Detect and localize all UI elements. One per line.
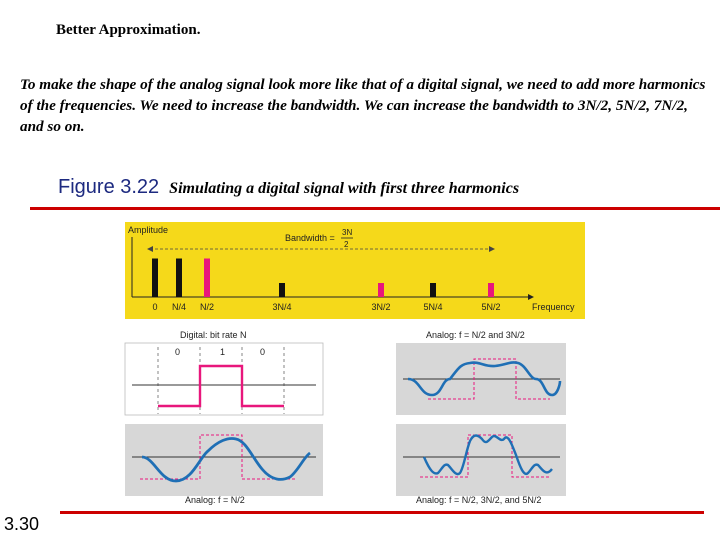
slide-heading: Better Approximation. [56,22,201,38]
spectrum-tick-label: 0 [152,302,158,312]
top-divider [30,207,720,210]
spectrum-tick-label: 3N/4 [272,302,292,312]
spectrum-tick-label: 3N/2 [371,302,391,312]
analog-1-panel-title: Analog: f = N/2 [185,495,245,505]
frequency-label: Frequency [532,302,575,312]
spectrum-bar [176,259,182,298]
analog-3-panel-title: Analog: f = N/2 and 3N/2 [426,330,525,340]
spectrum-tick-label: 5N/4 [423,302,443,312]
spectrum-bar [488,283,494,297]
spectrum-tick-label: 5N/2 [481,302,501,312]
spectrum-bar [152,259,158,298]
bit-label-2: 0 [260,347,266,357]
bit-label-1: 1 [220,347,226,357]
bandwidth-label: Bandwidth = [285,233,335,243]
figure-title: Simulating a digital signal with first three harmonics [169,180,520,197]
analog-5-panel-title: Analog: f = N/2, 3N/2, and 5N/2 [416,495,542,505]
digital-panel-title: Digital: bit rate N [180,330,247,340]
spectrum-bar [204,259,210,298]
bit-label-0: 0 [175,347,181,357]
slide-number: 3.30 [4,514,40,534]
figure-number: Figure 3.22 [58,176,160,198]
spectrum-bar [430,283,436,297]
spectrum-tick-label: N/4 [171,302,187,312]
bandwidth-denominator: 2 [344,240,349,249]
spectrum-panel [125,222,585,319]
amplitude-label: Amplitude [128,225,169,235]
figure-diagram [120,219,590,509]
intro-paragraph: To make the shape of the analog signal look more like that of a digital signal, we need to add more harmonics of the frequencies. We need to increase the bandwidth. We can increase the bandwidth to 3N/2, 5N/2, 7N/2, and so on. [20,76,706,135]
spectrum-bar [279,283,285,297]
spectrum-bar [378,283,384,297]
bottom-divider [60,511,704,514]
spectrum-tick-label: N/2 [199,302,215,312]
figure-caption [58,176,519,199]
bandwidth-numerator: 3N [342,228,353,237]
